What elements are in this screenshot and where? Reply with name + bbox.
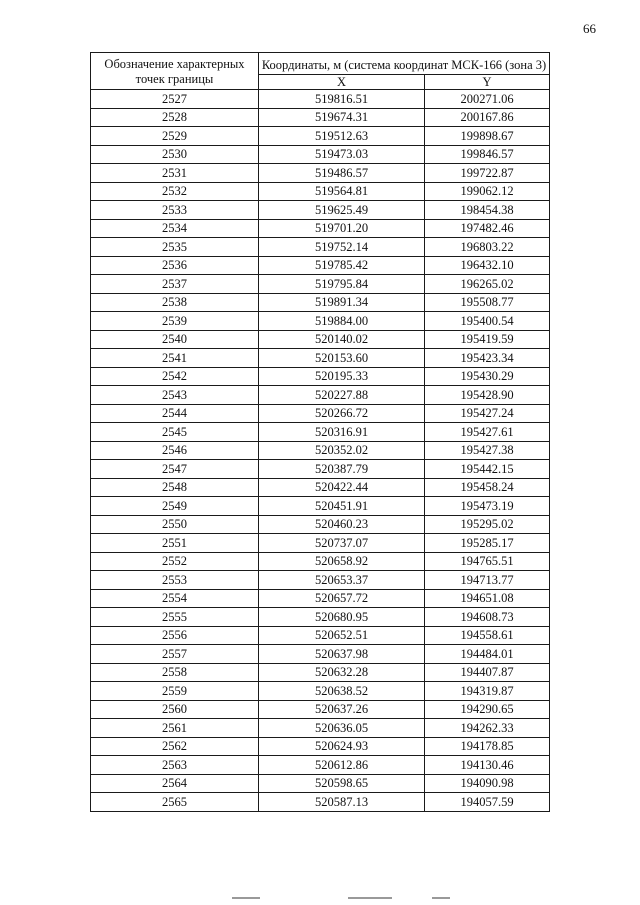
y-coordinate-cell: 194484.01 xyxy=(425,645,550,664)
y-coordinate-cell: 195427.61 xyxy=(425,423,550,442)
point-number-cell: 2532 xyxy=(91,182,259,201)
point-number-cell: 2539 xyxy=(91,312,259,331)
y-coordinate-cell: 199898.67 xyxy=(425,127,550,146)
footer-scan-marks xyxy=(0,897,640,903)
table-row xyxy=(91,515,550,534)
y-coordinate-cell: 194407.87 xyxy=(425,663,550,682)
x-coordinate-cell: 520352.02 xyxy=(259,441,425,460)
y-coordinate-cell: 195427.24 xyxy=(425,404,550,423)
point-number-cell: 2544 xyxy=(91,404,259,423)
y-coordinate-cell: 194130.46 xyxy=(425,756,550,775)
point-number-cell: 2564 xyxy=(91,774,259,793)
x-coordinate-cell: 519785.42 xyxy=(259,256,425,275)
point-number-cell: 2562 xyxy=(91,737,259,756)
x-coordinate-cell: 520422.44 xyxy=(259,478,425,497)
point-number-cell: 2553 xyxy=(91,571,259,590)
x-coordinate-cell: 520266.72 xyxy=(259,404,425,423)
table-header xyxy=(91,53,550,90)
point-number-cell: 2527 xyxy=(91,90,259,109)
table-row xyxy=(91,645,550,664)
table-row xyxy=(91,478,550,497)
table-row xyxy=(91,219,550,238)
point-number-cell: 2558 xyxy=(91,663,259,682)
point-number-cell: 2535 xyxy=(91,238,259,257)
table-row xyxy=(91,441,550,460)
point-number-cell: 2531 xyxy=(91,164,259,183)
x-coordinate-cell: 520451.91 xyxy=(259,497,425,516)
x-coordinate-cell: 520636.05 xyxy=(259,719,425,738)
table-row xyxy=(91,182,550,201)
table-row xyxy=(91,460,550,479)
point-number-cell: 2548 xyxy=(91,478,259,497)
point-number-cell: 2556 xyxy=(91,626,259,645)
y-coordinate-cell: 196432.10 xyxy=(425,256,550,275)
x-coordinate-cell: 520624.93 xyxy=(259,737,425,756)
table-row xyxy=(91,571,550,590)
y-coordinate-cell: 194558.61 xyxy=(425,626,550,645)
y-coordinate-cell: 195427.38 xyxy=(425,441,550,460)
x-coordinate-cell: 520637.26 xyxy=(259,700,425,719)
y-coordinate-cell: 200167.86 xyxy=(425,108,550,127)
x-coordinate-cell: 519512.63 xyxy=(259,127,425,146)
y-coordinate-cell: 195442.15 xyxy=(425,460,550,479)
x-coordinate-cell: 520637.98 xyxy=(259,645,425,664)
coordinates-table xyxy=(90,52,550,812)
table-row xyxy=(91,534,550,553)
table-row xyxy=(91,423,550,442)
x-coordinate-cell: 519701.20 xyxy=(259,219,425,238)
table-row xyxy=(91,312,550,331)
x-coordinate-cell: 520638.52 xyxy=(259,682,425,701)
table-body xyxy=(91,90,550,812)
table-row xyxy=(91,238,550,257)
x-coordinate-cell: 520653.37 xyxy=(259,571,425,590)
table-row xyxy=(91,108,550,127)
point-number-cell: 2546 xyxy=(91,441,259,460)
y-coordinate-cell: 194090.98 xyxy=(425,774,550,793)
table-row xyxy=(91,404,550,423)
point-number-cell: 2543 xyxy=(91,386,259,405)
table-row xyxy=(91,663,550,682)
y-coordinate-cell: 195458.24 xyxy=(425,478,550,497)
point-number-cell: 2560 xyxy=(91,700,259,719)
y-coordinate-cell: 195285.17 xyxy=(425,534,550,553)
x-coordinate-cell: 520737.07 xyxy=(259,534,425,553)
y-coordinate-cell: 197482.46 xyxy=(425,219,550,238)
x-coordinate-cell: 520658.92 xyxy=(259,552,425,571)
x-coordinate-cell: 519752.14 xyxy=(259,238,425,257)
table-row xyxy=(91,608,550,627)
table-row xyxy=(91,90,550,109)
x-coordinate-cell: 519625.49 xyxy=(259,201,425,220)
y-coordinate-cell: 198454.38 xyxy=(425,201,550,220)
y-coordinate-cell: 195419.59 xyxy=(425,330,550,349)
point-number-cell: 2559 xyxy=(91,682,259,701)
x-coordinate-cell: 520598.65 xyxy=(259,774,425,793)
y-coordinate-cell: 194319.87 xyxy=(425,682,550,701)
point-number-cell: 2547 xyxy=(91,460,259,479)
point-number-cell: 2554 xyxy=(91,589,259,608)
y-coordinate-cell: 194262.33 xyxy=(425,719,550,738)
point-number-cell: 2529 xyxy=(91,127,259,146)
x-coordinate-cell: 520612.86 xyxy=(259,756,425,775)
table-row xyxy=(91,700,550,719)
table-row xyxy=(91,756,550,775)
x-coordinate-cell: 519816.51 xyxy=(259,90,425,109)
header-y: Y xyxy=(425,75,550,90)
point-number-cell: 2537 xyxy=(91,275,259,294)
point-number-cell: 2555 xyxy=(91,608,259,627)
y-coordinate-cell: 195295.02 xyxy=(425,515,550,534)
y-coordinate-cell: 194713.77 xyxy=(425,571,550,590)
y-coordinate-cell: 195428.90 xyxy=(425,386,550,405)
x-coordinate-cell: 520195.33 xyxy=(259,367,425,386)
point-number-cell: 2551 xyxy=(91,534,259,553)
point-number-cell: 2550 xyxy=(91,515,259,534)
table-row xyxy=(91,386,550,405)
point-number-cell: 2545 xyxy=(91,423,259,442)
table-row xyxy=(91,201,550,220)
header-coordinates: Координаты, м (система координат МСК-166 (зона 3) xyxy=(259,53,550,75)
x-coordinate-cell: 520316.91 xyxy=(259,423,425,442)
table-row xyxy=(91,275,550,294)
point-number-cell: 2542 xyxy=(91,367,259,386)
x-coordinate-cell: 520632.28 xyxy=(259,663,425,682)
point-number-cell: 2549 xyxy=(91,497,259,516)
table-row xyxy=(91,737,550,756)
header-x: X xyxy=(259,75,425,90)
x-coordinate-cell: 519674.31 xyxy=(259,108,425,127)
table-row xyxy=(91,552,550,571)
x-coordinate-cell: 520460.23 xyxy=(259,515,425,534)
point-number-cell: 2528 xyxy=(91,108,259,127)
x-coordinate-cell: 520153.60 xyxy=(259,349,425,368)
table-row xyxy=(91,145,550,164)
point-number-cell: 2538 xyxy=(91,293,259,312)
y-coordinate-cell: 194608.73 xyxy=(425,608,550,627)
y-coordinate-cell: 194765.51 xyxy=(425,552,550,571)
point-number-cell: 2563 xyxy=(91,756,259,775)
y-coordinate-cell: 194651.08 xyxy=(425,589,550,608)
point-number-cell: 2534 xyxy=(91,219,259,238)
table-row xyxy=(91,497,550,516)
table-row xyxy=(91,719,550,738)
x-coordinate-cell: 519564.81 xyxy=(259,182,425,201)
x-coordinate-cell: 520657.72 xyxy=(259,589,425,608)
x-coordinate-cell: 520387.79 xyxy=(259,460,425,479)
y-coordinate-cell: 194178.85 xyxy=(425,737,550,756)
x-coordinate-cell: 519473.03 xyxy=(259,145,425,164)
table-row xyxy=(91,256,550,275)
y-coordinate-cell: 199722.87 xyxy=(425,164,550,183)
x-coordinate-cell: 520140.02 xyxy=(259,330,425,349)
point-number-cell: 2540 xyxy=(91,330,259,349)
y-coordinate-cell: 195423.34 xyxy=(425,349,550,368)
y-coordinate-cell: 200271.06 xyxy=(425,90,550,109)
x-coordinate-cell: 520680.95 xyxy=(259,608,425,627)
x-coordinate-cell: 519891.34 xyxy=(259,293,425,312)
x-coordinate-cell: 520227.88 xyxy=(259,386,425,405)
table-row xyxy=(91,682,550,701)
point-number-cell: 2530 xyxy=(91,145,259,164)
header-point-designation: Обозначение характерных точек границы xyxy=(91,53,259,90)
table-row xyxy=(91,793,550,812)
table-row xyxy=(91,589,550,608)
y-coordinate-cell: 196803.22 xyxy=(425,238,550,257)
point-number-cell: 2533 xyxy=(91,201,259,220)
y-coordinate-cell: 195508.77 xyxy=(425,293,550,312)
y-coordinate-cell: 196265.02 xyxy=(425,275,550,294)
table-row xyxy=(91,127,550,146)
point-number-cell: 2552 xyxy=(91,552,259,571)
point-number-cell: 2561 xyxy=(91,719,259,738)
x-coordinate-cell: 519795.84 xyxy=(259,275,425,294)
y-coordinate-cell: 195430.29 xyxy=(425,367,550,386)
y-coordinate-cell: 199062.12 xyxy=(425,182,550,201)
y-coordinate-cell: 194057.59 xyxy=(425,793,550,812)
point-number-cell: 2536 xyxy=(91,256,259,275)
table-row xyxy=(91,293,550,312)
x-coordinate-cell: 520652.51 xyxy=(259,626,425,645)
table-row xyxy=(91,330,550,349)
y-coordinate-cell: 195400.54 xyxy=(425,312,550,331)
y-coordinate-cell: 194290.65 xyxy=(425,700,550,719)
table-row xyxy=(91,367,550,386)
point-number-cell: 2565 xyxy=(91,793,259,812)
table-row xyxy=(91,626,550,645)
y-coordinate-cell: 199846.57 xyxy=(425,145,550,164)
point-number-cell: 2541 xyxy=(91,349,259,368)
table-row xyxy=(91,774,550,793)
x-coordinate-cell: 519884.00 xyxy=(259,312,425,331)
y-coordinate-cell: 195473.19 xyxy=(425,497,550,516)
point-number-cell: 2557 xyxy=(91,645,259,664)
x-coordinate-cell: 519486.57 xyxy=(259,164,425,183)
table-row xyxy=(91,164,550,183)
page-number: 66 xyxy=(583,21,596,36)
x-coordinate-cell: 520587.13 xyxy=(259,793,425,812)
table-row xyxy=(91,349,550,368)
